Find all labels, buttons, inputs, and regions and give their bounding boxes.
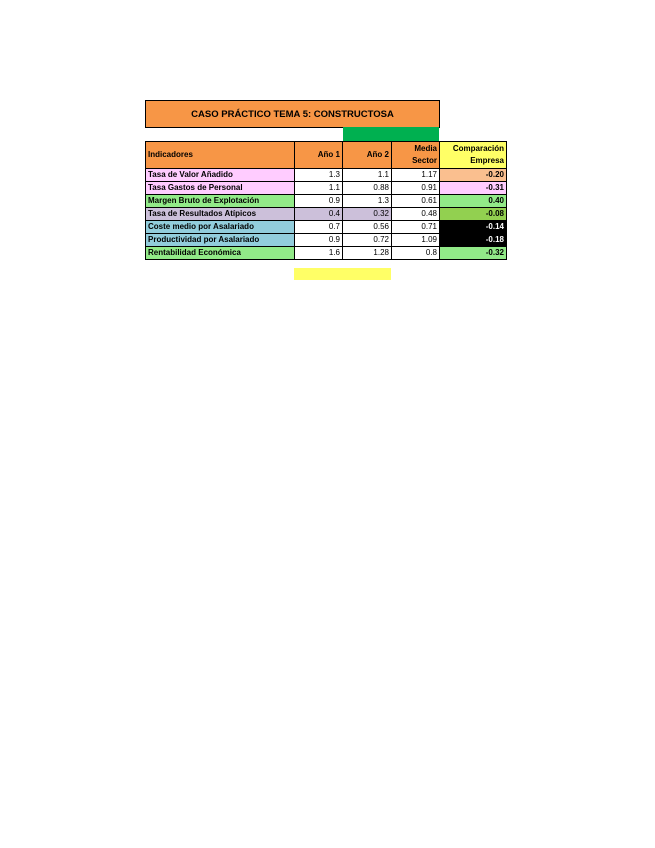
cell-ano-2: 0.56 — [343, 221, 392, 234]
table-row — [146, 208, 507, 221]
cell-ano-2: 1.3 — [343, 195, 392, 208]
cell-comparacion: 0.40 — [440, 195, 507, 208]
cell-media-sector: 0.91 — [392, 182, 440, 195]
cell-ano-2: 0.32 — [343, 208, 392, 221]
yellow-highlight-bar — [294, 268, 391, 280]
row-label: Productividad por Asalariado — [146, 234, 295, 247]
cell-comparacion: -0.31 — [440, 182, 507, 195]
cell-ano-1: 1.3 — [295, 169, 343, 182]
cell-media-sector: 0.71 — [392, 221, 440, 234]
header-comparacion-empresa — [440, 142, 507, 169]
cell-comparacion: -0.20 — [440, 169, 507, 182]
indicators-table — [145, 141, 507, 260]
cell-media-sector: 1.09 — [392, 234, 440, 247]
cell-ano-1: 0.9 — [295, 234, 343, 247]
row-label: Rentabilidad Económica — [146, 247, 295, 260]
header-ano-2: Año 2 — [343, 142, 392, 169]
header-comp-line1: Comparación — [452, 144, 504, 153]
cell-comparacion: -0.08 — [440, 208, 507, 221]
table-row — [146, 234, 507, 247]
cell-media-sector: 0.8 — [392, 247, 440, 260]
cell-ano-2: 1.28 — [343, 247, 392, 260]
cell-media-sector: 0.61 — [392, 195, 440, 208]
cell-ano-1: 0.9 — [295, 195, 343, 208]
cell-ano-2: 1.1 — [343, 169, 392, 182]
page-title: CASO PRÁCTICO TEMA 5: CONSTRUCTOSA — [145, 100, 440, 128]
header-indicadores: Indicadores — [146, 142, 295, 169]
header-media-sector — [392, 142, 440, 169]
cell-media-sector: 1.17 — [392, 169, 440, 182]
cell-ano-1: 1.1 — [295, 182, 343, 195]
cell-ano-1: 1.6 — [295, 247, 343, 260]
row-label: Tasa de Valor Añadido — [146, 169, 295, 182]
cell-media-sector: 0.48 — [392, 208, 440, 221]
green-highlight-bar — [343, 127, 439, 141]
row-label: Margen Bruto de Explotación — [146, 195, 295, 208]
table-header-row — [146, 142, 507, 169]
header-media-line2: Sector — [412, 156, 437, 165]
header-ano-1: Año 1 — [295, 142, 343, 169]
table-row — [146, 247, 507, 260]
cell-comparacion: -0.14 — [440, 221, 507, 234]
cell-ano-1: 0.7 — [295, 221, 343, 234]
row-label: Tasa Gastos de Personal — [146, 182, 295, 195]
table-row — [146, 221, 507, 234]
row-label: Tasa de Resultados Atípicos — [146, 208, 295, 221]
cell-ano-2: 0.72 — [343, 234, 392, 247]
header-comp-line2: Empresa — [470, 156, 504, 165]
cell-comparacion: -0.32 — [440, 247, 507, 260]
row-label: Coste medio por Asalariado — [146, 221, 295, 234]
header-media-line1: Media — [414, 144, 437, 153]
cell-comparacion: -0.18 — [440, 234, 507, 247]
cell-ano-1: 0.4 — [295, 208, 343, 221]
table-row — [146, 195, 507, 208]
table-row — [146, 169, 507, 182]
table-row — [146, 182, 507, 195]
cell-ano-2: 0.88 — [343, 182, 392, 195]
